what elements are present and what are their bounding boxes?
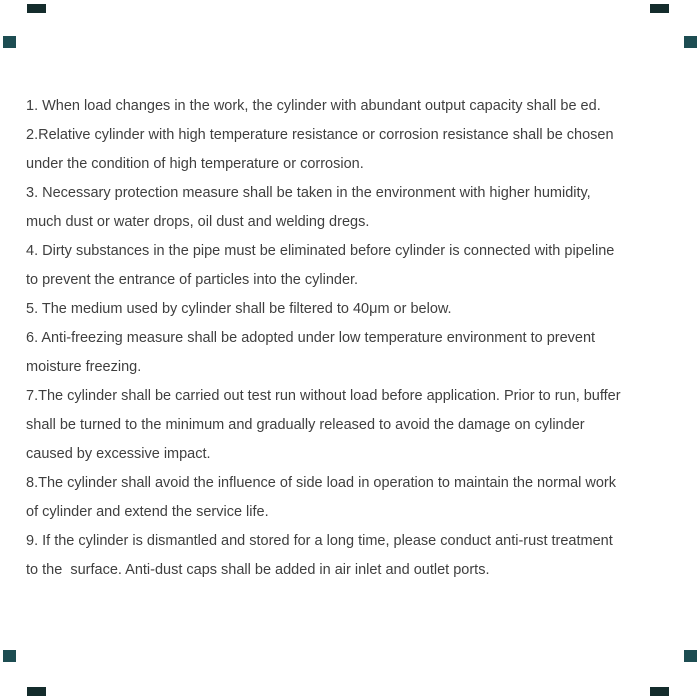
precaution-line: 1. When load changes in the work, the cylinder with abundant output capacity shall be ed. xyxy=(26,98,601,114)
precaution-line: 8.The cylinder shall avoid the influence of side load in operation to maintain the normal work xyxy=(26,475,617,491)
precaution-line: 5. The medium used by cylinder shall be filtered to 40μm or below. xyxy=(26,301,452,317)
precaution-line: shall be turned to the minimum and gradually released to avoid the damage on cylinder xyxy=(26,417,585,433)
corner-mark-top-left-vertical xyxy=(3,36,16,48)
precaution-1 xyxy=(26,92,680,121)
precaution-9 xyxy=(26,527,680,585)
precaution-line: 7.The cylinder shall be carried out test run without load before application. Prior to run, buffer xyxy=(26,388,621,404)
corner-mark-top-right-horizontal xyxy=(650,4,669,13)
precaution-line: 2.Relative cylinder with high temperature resistance or corrosion resistance shall be chosen xyxy=(26,127,614,143)
corner-mark-bottom-right-vertical xyxy=(684,650,697,662)
precaution-4 xyxy=(26,237,680,295)
precaution-line: of cylinder and extend the service life. xyxy=(26,504,269,520)
precaution-line: moisture freezing. xyxy=(26,359,142,375)
precautions-text xyxy=(26,92,680,585)
precaution-line: to the surface. Anti-dust caps shall be added in air inlet and outlet ports. xyxy=(26,562,490,578)
corner-mark-bottom-left-horizontal xyxy=(27,687,46,696)
precaution-line: 4. Dirty substances in the pipe must be eliminated before cylinder is connected with pipeline xyxy=(26,243,615,259)
precaution-line: much dust or water drops, oil dust and welding dregs. xyxy=(26,214,370,230)
precaution-line: 3. Necessary protection measure shall be taken in the environment with higher humidity, xyxy=(26,185,591,201)
corner-mark-top-left-horizontal xyxy=(27,4,46,13)
precaution-7 xyxy=(26,382,680,469)
precaution-line: to prevent the entrance of particles into the cylinder. xyxy=(26,272,359,288)
precaution-5 xyxy=(26,295,680,324)
precaution-8 xyxy=(26,469,680,527)
corner-mark-top-right-vertical xyxy=(684,36,697,48)
precaution-6 xyxy=(26,324,680,382)
precaution-line: 6. Anti-freezing measure shall be adopted under low temperature environment to prevent xyxy=(26,330,596,346)
precaution-3 xyxy=(26,179,680,237)
corner-mark-bottom-right-horizontal xyxy=(650,687,669,696)
precaution-line: caused by excessive impact. xyxy=(26,446,211,462)
precaution-line: under the condition of high temperature or corrosion. xyxy=(26,156,364,172)
precaution-2 xyxy=(26,121,680,179)
precaution-line: 9. If the cylinder is dismantled and stored for a long time, please conduct anti-rust treatment xyxy=(26,533,613,549)
corner-mark-bottom-left-vertical xyxy=(3,650,16,662)
